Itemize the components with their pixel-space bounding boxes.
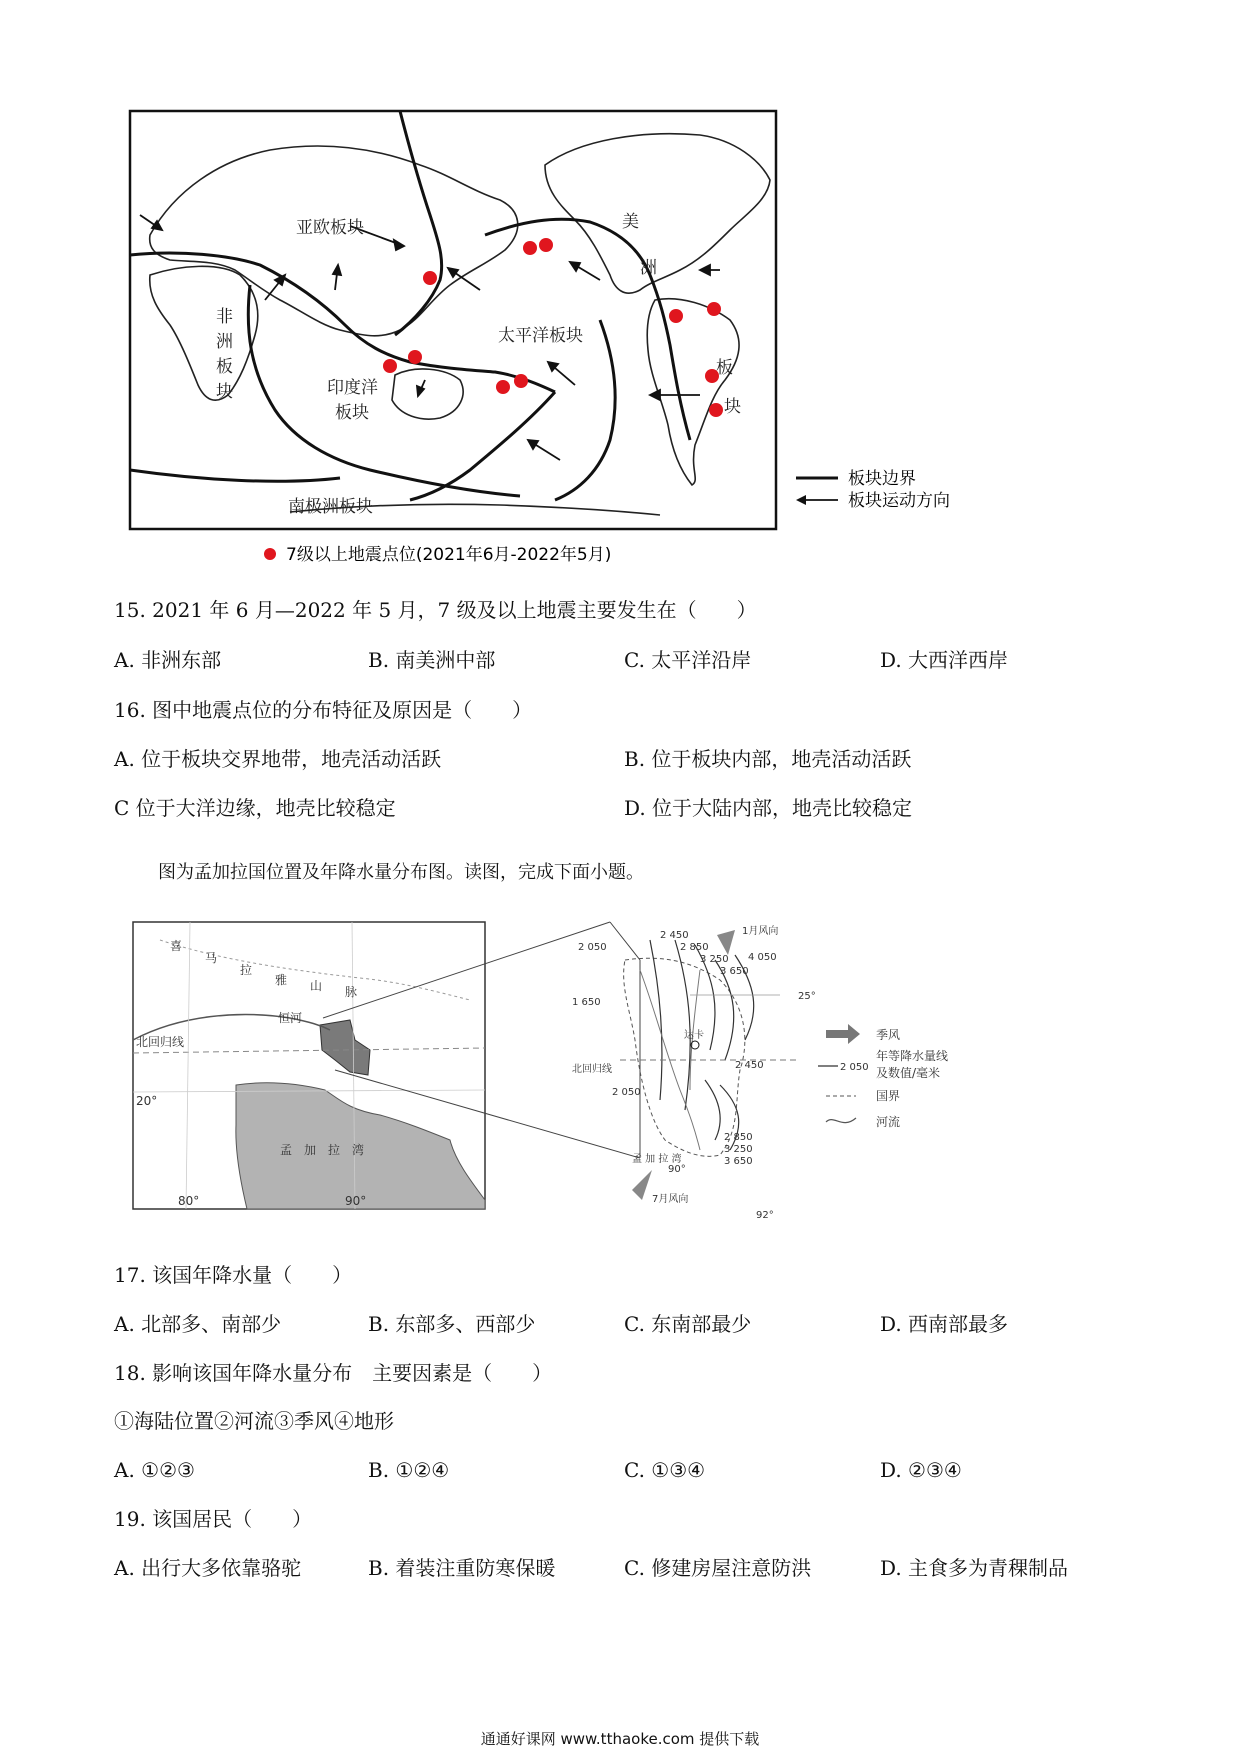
bangladesh-map (0, 900, 1240, 1240)
label-indian-plate-1: 印度洋 (327, 378, 378, 398)
q18-option-a[interactable]: A. ①②③ (114, 1458, 195, 1482)
iso-label-12: 3 650 (724, 1156, 753, 1167)
iso-label-9: 2 450 (735, 1060, 764, 1071)
tropic-label-left: 北回归线 (136, 1035, 185, 1049)
legend-monsoon: 季风 (876, 1028, 901, 1042)
q17-option-c[interactable]: C. 东南部最少 (624, 1312, 752, 1336)
q19-option-c[interactable]: C. 修建房屋注意防洪 (624, 1556, 812, 1580)
q16-option-a[interactable]: A. 位于板块交界地带，地壳活动活跃 (114, 747, 442, 771)
label-africa-plate-2: 洲 (216, 332, 233, 352)
q15-stem: 15. 2021 年 6 月—2022 年 5 月，7 级及以上地震主要发生在（ ） (114, 598, 757, 622)
legend-river-icon (826, 1118, 856, 1123)
quake-point (514, 374, 528, 388)
quake-point (383, 359, 397, 373)
legend-isohyet-label-2: 及数值/毫米 (876, 1066, 941, 1080)
iso-label-1: 2 050 (578, 942, 607, 953)
legend-isohyet-sample: 2 050 (840, 1062, 869, 1073)
quake-point (496, 380, 510, 394)
iso-label-7: 1 650 (572, 997, 601, 1008)
iso-label-8: 2 050 (612, 1087, 641, 1098)
label-africa-plate-3: 板 (216, 357, 233, 377)
lat25-label: 25° (798, 991, 816, 1002)
q17-option-a[interactable]: A. 北部多、南部少 (114, 1312, 282, 1336)
q19-option-b[interactable]: B. 着装注重防寒保暖 (368, 1556, 556, 1580)
jan-wind-arrow-icon (717, 930, 735, 955)
label-africa-plate-4: 块 (216, 382, 233, 402)
iso-label-10: 2 850 (724, 1132, 753, 1143)
mtn-char-2: 马 (205, 951, 218, 965)
legend-river: 河流 (876, 1115, 901, 1129)
label-america-plate-3: 板 (716, 358, 733, 378)
q15-option-d[interactable]: D. 大西洋西岸 (880, 648, 1009, 672)
quake-point (669, 309, 683, 323)
mtn-char-3: 拉 (240, 963, 253, 977)
q18-stem: 18. 影响该国年降水量分布 主要因素是（ ） (114, 1361, 553, 1385)
q15-option-a[interactable]: A. 非洲东部 (114, 648, 222, 672)
quake-point (709, 403, 723, 417)
q16-option-b[interactable]: B. 位于板块内部，地壳活动活跃 (624, 747, 912, 771)
lon80-label: 80° (178, 1194, 200, 1208)
jan-wind-label: 1月风向 (742, 926, 779, 937)
label-eurasia-plate: 亚欧板块 (296, 218, 364, 238)
page-footer: 通通好课网 www.tthaoke.com 提供下载 (480, 1730, 760, 1748)
legend-quake-dot-icon (264, 548, 276, 560)
q19-option-a[interactable]: A. 出行大多依靠骆驼 (114, 1556, 302, 1580)
q18-choices: ①海陆位置②河流③季风④地形 (114, 1409, 394, 1433)
iso-label-6: 4 050 (748, 952, 777, 963)
dhaka-label: 达卡 (684, 1030, 704, 1041)
label-america-plate-4: 块 (724, 397, 741, 417)
q18-option-c[interactable]: C. ①③④ (624, 1458, 706, 1482)
jul-wind-label: 7月风向 (652, 1194, 689, 1205)
quake-point (423, 271, 437, 285)
label-africa-plate-1: 非 (216, 307, 233, 327)
q17-option-d[interactable]: D. 西南部最多 (880, 1312, 1009, 1336)
iso-label-3: 2 850 (680, 942, 709, 953)
quake-point (523, 241, 537, 255)
label-america-plate-1: 美 (622, 212, 639, 232)
plate-map (0, 0, 1240, 580)
lon92-label: 92° (756, 1210, 774, 1221)
ganges-label: 恒河 (278, 1011, 303, 1025)
mtn-char-1: 喜 (170, 939, 183, 953)
label-pacific-plate: 太平洋板块 (498, 326, 583, 346)
map1-caption: 7级以上地震点位(2021年6月-2022年5月) (286, 545, 612, 565)
q18-option-d[interactable]: D. ②③④ (880, 1458, 962, 1482)
label-indian-plate-2: 板块 (335, 403, 369, 423)
label-antarctic-plate: 南极洲板块 (288, 497, 373, 517)
legend-arrowhead-icon (796, 495, 806, 505)
mtn-char-4: 雅 (275, 973, 288, 987)
jul-wind-arrow-icon (632, 1170, 652, 1200)
q16-stem: 16. 图中地震点位的分布特征及原因是（ ） (114, 698, 533, 722)
legend-boundary-text: 板块边界 (848, 469, 916, 489)
q18-option-b[interactable]: B. ①②④ (368, 1458, 450, 1482)
iso-label-11: 3 250 (724, 1144, 753, 1155)
q19-stem: 19. 该国居民（ ） (114, 1507, 313, 1531)
lon90-label: 90° (345, 1194, 367, 1208)
iso-label-5: 3 650 (720, 966, 749, 977)
quake-point (408, 350, 422, 364)
q17-option-b[interactable]: B. 东部多、西部少 (368, 1312, 536, 1336)
tropic-label-right: 北回归线 (572, 1064, 612, 1075)
q16-option-c[interactable]: C 位于大洋边缘，地壳比较稳定 (114, 796, 396, 820)
q16-option-d[interactable]: D. 位于大陆内部，地壳比较稳定 (624, 796, 913, 820)
bangladesh-intro: 图为孟加拉国位置及年降水量分布图。读图，完成下面小题。 (158, 862, 644, 883)
mtn-char-5: 山 (310, 979, 323, 993)
lat20-label: 20° (136, 1094, 158, 1108)
bay-label-left: 孟 加 拉 湾 (280, 1143, 365, 1157)
quake-point (707, 302, 721, 316)
bay-label-right: 孟 加 拉 湾 (632, 1154, 682, 1165)
iso-label-2: 2 450 (660, 930, 689, 941)
quake-point (539, 238, 553, 252)
q15-option-b[interactable]: B. 南美洲中部 (368, 648, 496, 672)
q17-stem: 17. 该国年降水量（ ） (114, 1263, 353, 1287)
legend-movement-text: 板块运动方向 (848, 491, 950, 511)
label-america-plate-2: 洲 (640, 258, 657, 278)
bangladesh-border (624, 958, 745, 1156)
legend-monsoon-arrow-icon (826, 1024, 860, 1044)
legend-border: 国界 (876, 1089, 901, 1103)
q19-option-d[interactable]: D. 主食多为青稞制品 (880, 1556, 1069, 1580)
legend-isohyet-label-1: 年等降水量线 (876, 1049, 949, 1063)
iso-label-4: 3 250 (700, 954, 729, 965)
lon90-label-right: 90° (668, 1164, 686, 1175)
q15-option-c[interactable]: C. 太平洋沿岸 (624, 648, 752, 672)
mtn-char-6: 脉 (345, 985, 358, 999)
